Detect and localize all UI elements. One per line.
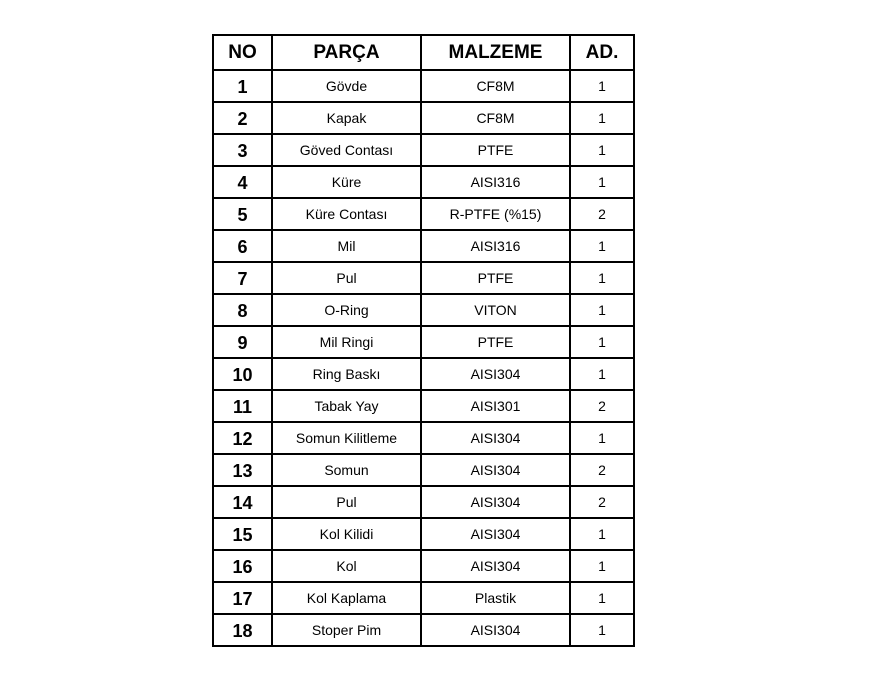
cell-malzeme: PTFE	[421, 326, 570, 358]
cell-no: 9	[213, 326, 272, 358]
cell-malzeme: AISI304	[421, 614, 570, 646]
cell-malzeme: VITON	[421, 294, 570, 326]
header-adet: AD.	[570, 35, 634, 70]
cell-malzeme: R-PTFE (%15)	[421, 198, 570, 230]
cell-no: 18	[213, 614, 272, 646]
cell-adet: 2	[570, 486, 634, 518]
table-row	[213, 230, 634, 262]
cell-adet: 1	[570, 326, 634, 358]
cell-parca: Gövde	[272, 70, 421, 102]
cell-no: 12	[213, 422, 272, 454]
cell-adet: 1	[570, 582, 634, 614]
cell-no: 10	[213, 358, 272, 390]
table-row	[213, 326, 634, 358]
cell-malzeme: AISI301	[421, 390, 570, 422]
cell-adet: 1	[570, 230, 634, 262]
cell-parca: Kol	[272, 550, 421, 582]
cell-malzeme: AISI304	[421, 550, 570, 582]
cell-malzeme: AISI304	[421, 486, 570, 518]
cell-adet: 1	[570, 262, 634, 294]
cell-malzeme: AISI304	[421, 454, 570, 486]
cell-no: 6	[213, 230, 272, 262]
cell-parca: Somun Kilitleme	[272, 422, 421, 454]
cell-no: 8	[213, 294, 272, 326]
cell-parca: Stoper Pim	[272, 614, 421, 646]
cell-no: 13	[213, 454, 272, 486]
table-row	[213, 550, 634, 582]
cell-parca: Mil	[272, 230, 421, 262]
cell-malzeme: Plastik	[421, 582, 570, 614]
cell-malzeme: AISI316	[421, 166, 570, 198]
table-row	[213, 422, 634, 454]
table-row	[213, 614, 634, 646]
cell-parca: Ring Baskı	[272, 358, 421, 390]
cell-malzeme: PTFE	[421, 262, 570, 294]
header-row	[213, 35, 634, 70]
cell-no: 15	[213, 518, 272, 550]
cell-adet: 1	[570, 422, 634, 454]
cell-malzeme: AISI304	[421, 422, 570, 454]
cell-adet: 1	[570, 358, 634, 390]
cell-adet: 2	[570, 454, 634, 486]
table-row	[213, 166, 634, 198]
cell-malzeme: AISI304	[421, 358, 570, 390]
cell-adet: 1	[570, 614, 634, 646]
table-row	[213, 198, 634, 230]
cell-adet: 1	[570, 518, 634, 550]
cell-no: 17	[213, 582, 272, 614]
cell-adet: 2	[570, 198, 634, 230]
cell-malzeme: CF8M	[421, 102, 570, 134]
cell-no: 16	[213, 550, 272, 582]
table-row	[213, 582, 634, 614]
cell-parca: Somun	[272, 454, 421, 486]
parts-table	[212, 34, 635, 647]
cell-parca: Tabak Yay	[272, 390, 421, 422]
cell-parca: Küre Contası	[272, 198, 421, 230]
cell-parca: Göved Contası	[272, 134, 421, 166]
table-row	[213, 518, 634, 550]
cell-adet: 1	[570, 550, 634, 582]
cell-parca: Mil Ringi	[272, 326, 421, 358]
cell-adet: 1	[570, 70, 634, 102]
cell-no: 2	[213, 102, 272, 134]
header-no: NO	[213, 35, 272, 70]
cell-malzeme: PTFE	[421, 134, 570, 166]
cell-parca: Kapak	[272, 102, 421, 134]
cell-adet: 1	[570, 134, 634, 166]
cell-no: 1	[213, 70, 272, 102]
cell-no: 7	[213, 262, 272, 294]
table-row	[213, 70, 634, 102]
table-row	[213, 390, 634, 422]
table-row	[213, 358, 634, 390]
table-row	[213, 134, 634, 166]
cell-malzeme: CF8M	[421, 70, 570, 102]
header-malzeme: MALZEME	[421, 35, 570, 70]
table-row	[213, 454, 634, 486]
header-parca: PARÇA	[272, 35, 421, 70]
cell-malzeme: AISI304	[421, 518, 570, 550]
table-row	[213, 294, 634, 326]
table-row	[213, 262, 634, 294]
cell-parca: Pul	[272, 486, 421, 518]
cell-parca: Küre	[272, 166, 421, 198]
cell-adet: 1	[570, 166, 634, 198]
cell-adet: 1	[570, 294, 634, 326]
cell-no: 4	[213, 166, 272, 198]
table-body	[213, 70, 634, 646]
cell-no: 3	[213, 134, 272, 166]
cell-no: 11	[213, 390, 272, 422]
cell-malzeme: AISI316	[421, 230, 570, 262]
cell-parca: O-Ring	[272, 294, 421, 326]
cell-no: 5	[213, 198, 272, 230]
table-row	[213, 486, 634, 518]
cell-parca: Kol Kaplama	[272, 582, 421, 614]
table-header	[213, 35, 634, 70]
table-row	[213, 102, 634, 134]
cell-parca: Pul	[272, 262, 421, 294]
cell-adet: 1	[570, 102, 634, 134]
cell-parca: Kol Kilidi	[272, 518, 421, 550]
cell-adet: 2	[570, 390, 634, 422]
cell-no: 14	[213, 486, 272, 518]
